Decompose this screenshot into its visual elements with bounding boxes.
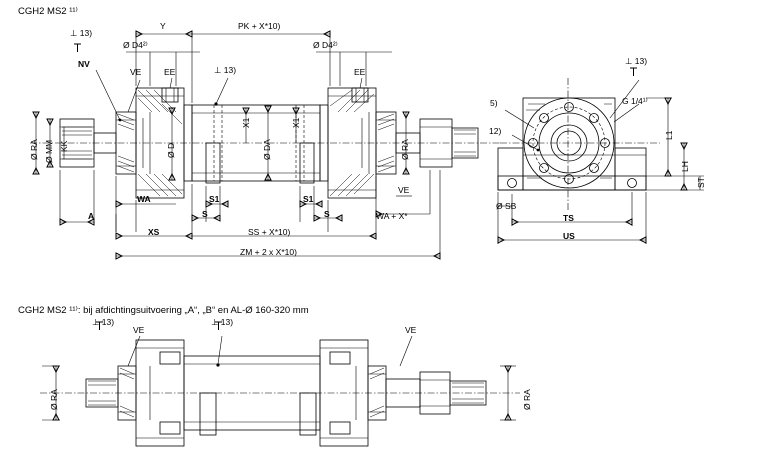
label-ee-left: EE	[164, 67, 176, 77]
label-zm-2x: ZM + 2 x X*10)	[240, 247, 297, 257]
label-ve-b-left: VE	[133, 325, 145, 335]
label-dia-d: Ø D	[166, 142, 176, 158]
label-ve-b-right: VE	[405, 325, 417, 335]
label-sym-13-sec: ⊥ 13)	[625, 56, 648, 66]
label-wa-x: WA + X*	[376, 211, 408, 221]
label-dia-d4-right: Ø D4²⁾	[313, 40, 338, 50]
label-ee-right: EE	[354, 67, 366, 77]
label-ts: TS	[563, 213, 574, 223]
label-dia-da: Ø DA	[262, 139, 272, 160]
label-dia-ra-right: Ø RA	[400, 139, 410, 160]
label-sym-13-b2: ⊥ 13)	[211, 317, 234, 327]
label-dia-sb: Ø SB	[496, 201, 517, 211]
label-lh: LH	[680, 161, 690, 172]
label-dim-pk-x: PK + X*10)	[238, 21, 281, 31]
label-dia-ra-b-left: Ø RA	[49, 389, 59, 410]
label-l1: L1	[664, 130, 674, 140]
label-sym-13-mid: ⊥ 13)	[214, 65, 237, 75]
label-s-right: S	[324, 209, 330, 219]
label-note-5: 5)	[490, 98, 498, 108]
label-s1-right: S1	[303, 194, 314, 204]
label-dim-y: Y	[160, 21, 166, 31]
label-thread-g: G 1/4¹⁾	[622, 96, 648, 106]
label-dia-ra-left: Ø RA	[29, 139, 39, 160]
label-xs: XS	[148, 227, 160, 237]
label-dia-d4-left: Ø D4²⁾	[123, 40, 148, 50]
label-ve-right: VE	[398, 185, 410, 195]
main-title: CGH2 MS2 ¹¹⁾	[18, 6, 78, 17]
label-dia-mm: Ø MM	[44, 139, 54, 163]
label-ss-x: SS + X*10)	[248, 227, 291, 237]
label-sym-13-b1: ⊥ 13)	[92, 317, 115, 327]
label-nv: NV	[78, 59, 90, 69]
label-sym-13-top: ⊥ 13)	[70, 28, 93, 38]
label-dia-ra-b-right: Ø RA	[522, 389, 532, 410]
label-a: A	[88, 211, 95, 221]
label-ve-left: VE	[130, 67, 142, 77]
label-x1-left: X1	[241, 117, 251, 128]
label-x1-right: X1	[291, 117, 301, 128]
label-st: ST	[696, 177, 706, 188]
label-s-left: S	[202, 209, 208, 219]
label-note-12: 12)	[489, 126, 502, 136]
label-s1-left: S1	[209, 194, 220, 204]
label-us: US	[563, 231, 575, 241]
label-kk: KK	[59, 140, 69, 152]
sub-title: CGH2 MS2 ¹¹⁾: bij afdichtingsuitvoering „A“, „B“ en AL-Ø 160-320 mm	[18, 305, 309, 316]
label-wa: WA	[137, 194, 151, 204]
